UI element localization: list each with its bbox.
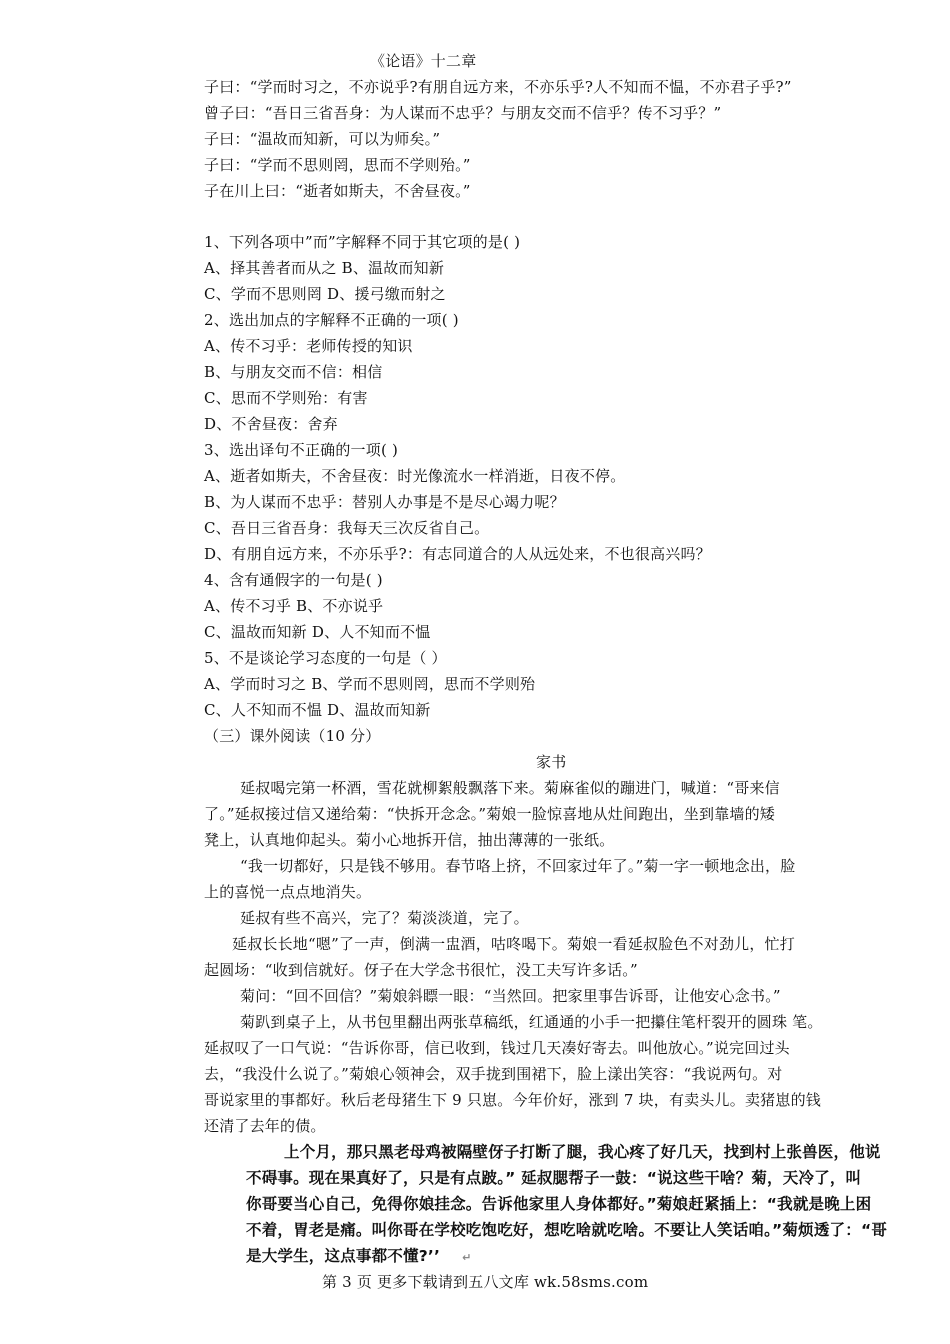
- question-5: 5、不是谈论学习态度的一句是（ ）: [204, 649, 447, 667]
- classic-line: 子曰：“学而不思则罔，思而不学则殆。”: [204, 156, 471, 174]
- question-2-option: B、与朋友交而不信：相信: [204, 363, 383, 381]
- question-4: 4、含有通假字的一句是( ): [204, 571, 383, 589]
- story-line: 起圆场：“收到信就好。伢子在大学念书很忙，没工夫写许多话。”: [204, 961, 638, 979]
- question-2: 2、选出加点的字解释不正确的一项( ): [204, 311, 459, 329]
- classic-line: 子在川上曰：“逝者如斯夫，不舍昼夜。”: [204, 182, 471, 200]
- question-1-options: A、择其善者而从之 B、温故而知新: [204, 259, 445, 277]
- story-title: 家书: [536, 753, 567, 771]
- question-3-option: A、逝者如斯夫，不舍昼夜：时光像流水一样消逝，日夜不停。: [204, 467, 626, 485]
- story-line: “我一切都好，只是钱不够用。春节咯上挤，不回家过年了。”菊一字一顿地念出，脸: [240, 857, 796, 875]
- question-1-options: C、学而不思则罔 D、援弓缴而射之: [204, 285, 446, 303]
- lunyu-title: 《论语》十二章: [370, 52, 477, 70]
- story-line: 凳上，认真地仰起头。菊小心地拆开信，抽出薄薄的一张纸。: [204, 831, 615, 849]
- question-4-options: C、温故而知新 D、人不知而不愠: [204, 623, 431, 641]
- story-line: 哥说家里的事都好。秋后老母猪生下 9 只崽。今年价好，涨到 7 块，有卖头儿。卖猪崽的钱: [204, 1091, 821, 1109]
- classic-line: 子曰：“学而时习之，不亦说乎?有朋自远方来，不亦乐乎?人不知而不愠，不亦君子乎?”: [204, 78, 792, 96]
- story-line: 还清了去年的债。: [204, 1117, 326, 1135]
- question-5-options: C、人不知而不愠 D、温故而知新: [204, 701, 431, 719]
- paragraph-return-icon: ↵: [462, 1251, 472, 1264]
- question-3-option: B、为人谋而不忠乎：替别人办事是不是尽心竭力呢？: [204, 493, 565, 511]
- section-heading: （三）课外阅读（10 分）: [204, 727, 381, 745]
- question-4-options: A、传不习乎 B、不亦说乎: [204, 597, 384, 615]
- story-line: 了。”延叔接过信又递给菊：“快拆开念念。”菊娘一脸惊喜地从灶间跑出，坐到靠墙的矮: [204, 805, 776, 823]
- question-5-options: A、学而时习之 B、学而不思则罔，思而不学则殆: [204, 675, 536, 693]
- story-line: 不着，胃老是痛。叫你哥在学校吃饱吃好，想吃啥就吃啥。不要让人笑话咱。”菊烦透了：“哥: [246, 1221, 888, 1239]
- question-2-option: A、传不习乎：老师传授的知识: [204, 337, 413, 355]
- story-line: 你哥要当心自己，免得你娘挂念。告诉他家里人身体都好。”菊娘赶紧插上：“我就是晚上困: [246, 1195, 872, 1213]
- question-3-option: D、有朋自远方来，不亦乐乎?：有志同道合的人从远处来，不也很高兴吗？: [204, 545, 711, 563]
- story-line: 上的喜悦一点点地消失。: [204, 883, 372, 901]
- question-2-option: D、不舍昼夜：舍弃: [204, 415, 338, 433]
- question-1: 1、下列各项中”而”字解释不同于其它项的是( ): [204, 233, 521, 251]
- story-line: 不碍事。现在果真好了，只是有点跛。” 延叔腮帮子一鼓：“说这些干啥？菊，天冷了，叫: [246, 1169, 862, 1187]
- story-line: 去，“我没什么说了。”菊娘心领神会，双手拢到围裙下，脸上漾出笑容：“我说两句。对: [204, 1065, 783, 1083]
- page-footer: 第 3 页 更多下载请到五八文库 wk.58sms.com: [322, 1273, 649, 1291]
- story-line: 延叔长长地“嗯”了一声，倒满一盅酒，咕咚喝下。菊娘一看延叔脸色不对劲儿，忙打: [232, 935, 795, 953]
- classic-line: 子曰：“温故而知新，可以为师矣。”: [204, 130, 441, 148]
- question-2-option: C、思而不学则殆：有害: [204, 389, 368, 407]
- story-line: 菊趴到桌子上，从书包里翻出两张草稿纸，红通通的小手一把攥住笔杆裂开的圆珠 笔。: [240, 1013, 823, 1031]
- question-3: 3、选出译句不正确的一项( ): [204, 441, 399, 459]
- question-3-option: C、吾日三省吾身：我每天三次反省自己。: [204, 519, 490, 537]
- story-line-last: [246, 1246, 472, 1268]
- classic-line: 曾子曰：“吾日三省吾身：为人谋而不忠乎？与朋友交而不信乎？传不习乎？”: [204, 104, 722, 122]
- story-line: 延叔有些不高兴，完了？菊淡淡道，完了。: [240, 909, 529, 927]
- story-line-text: 是大学生，这点事都不懂?’’: [246, 1247, 441, 1265]
- story-line: 上个月，那只黑老母鸡被隔壁伢子打断了腿，我心疼了好几天，找到村上张兽医，他说: [284, 1143, 881, 1161]
- story-line: 延叔叹了一口气说：“告诉你哥，信已收到，钱过几天凑好寄去。叫他放心。”说完回过头: [204, 1039, 790, 1057]
- story-line: 菊问：“回不回信？”菊娘斜瞟一眼：“当然回。把家里事告诉哥，让他安心念书。”: [240, 987, 781, 1005]
- story-line: 延叔喝完第一杯酒，雪花就柳絮般飘落下来。菊麻雀似的蹦进门，喊道：“哥来信: [240, 779, 780, 797]
